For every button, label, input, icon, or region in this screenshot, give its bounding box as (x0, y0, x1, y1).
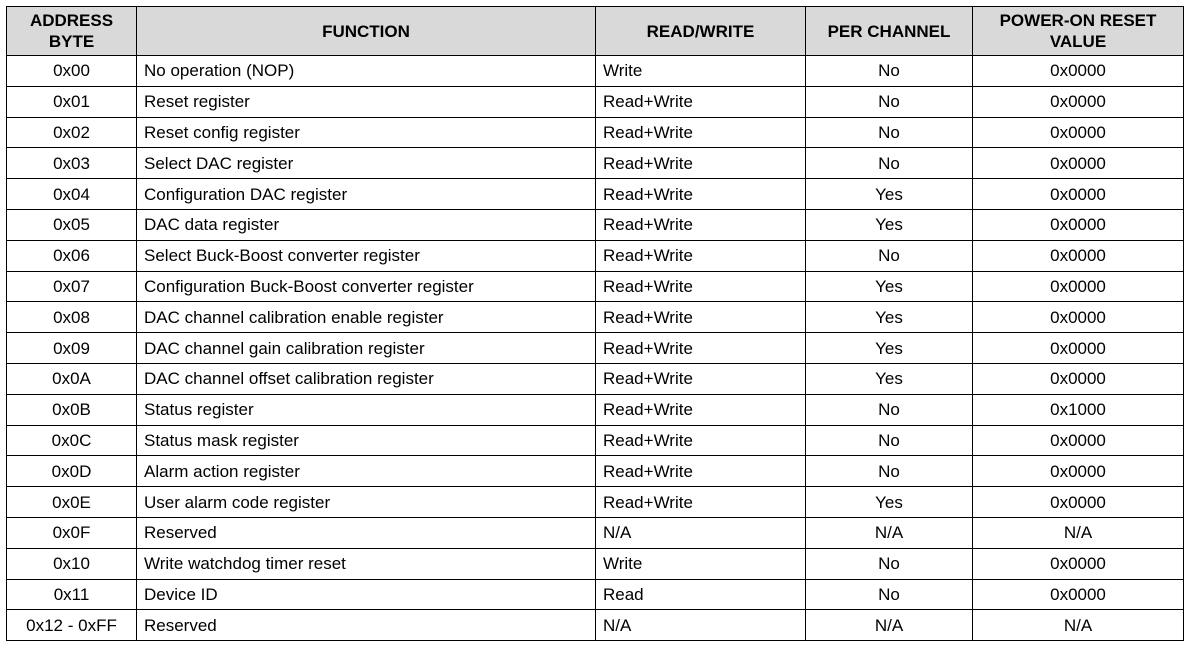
table-row (7, 117, 1184, 148)
cell-read-write: Read+Write (596, 240, 806, 271)
cell-function: DAC data register (137, 209, 596, 240)
cell-address: 0x0F (7, 517, 137, 548)
cell-power-on-reset-value: 0x0000 (973, 333, 1184, 364)
cell-read-write: Write (596, 548, 806, 579)
cell-function: Device ID (137, 579, 596, 610)
table-row (7, 86, 1184, 117)
table-row (7, 425, 1184, 456)
cell-address: 0x0E (7, 487, 137, 518)
cell-per-channel: No (806, 148, 973, 179)
table-row (7, 209, 1184, 240)
cell-address: 0x0D (7, 456, 137, 487)
cell-function: DAC channel offset calibration register (137, 363, 596, 394)
cell-power-on-reset-value: N/A (973, 610, 1184, 641)
cell-address: 0x10 (7, 548, 137, 579)
cell-power-on-reset-value: 0x0000 (973, 363, 1184, 394)
table-body (7, 56, 1184, 641)
table-row (7, 548, 1184, 579)
table-header (7, 7, 1184, 56)
header-row (7, 7, 1184, 56)
cell-power-on-reset-value: 0x0000 (973, 148, 1184, 179)
cell-function: Write watchdog timer reset (137, 548, 596, 579)
table-row (7, 394, 1184, 425)
cell-power-on-reset-value: 0x0000 (973, 548, 1184, 579)
table-row (7, 333, 1184, 364)
cell-per-channel: Yes (806, 363, 973, 394)
cell-per-channel: No (806, 425, 973, 456)
cell-read-write: Read+Write (596, 487, 806, 518)
cell-function: No operation (NOP) (137, 56, 596, 87)
cell-power-on-reset-value: 0x0000 (973, 271, 1184, 302)
cell-function: DAC channel calibration enable register (137, 302, 596, 333)
cell-read-write: N/A (596, 517, 806, 548)
table-row (7, 363, 1184, 394)
header-read-write: READ/WRITE (596, 7, 806, 56)
cell-power-on-reset-value: 0x0000 (973, 302, 1184, 333)
cell-address: 0x07 (7, 271, 137, 302)
cell-function: Configuration Buck-Boost converter register (137, 271, 596, 302)
table-row (7, 517, 1184, 548)
cell-read-write: Read (596, 579, 806, 610)
cell-per-channel: No (806, 117, 973, 148)
table-row (7, 302, 1184, 333)
cell-function: Status register (137, 394, 596, 425)
cell-address: 0x0B (7, 394, 137, 425)
cell-per-channel: No (806, 86, 973, 117)
cell-address: 0x11 (7, 579, 137, 610)
cell-address: 0x00 (7, 56, 137, 87)
cell-power-on-reset-value: 0x0000 (973, 240, 1184, 271)
table-row (7, 456, 1184, 487)
cell-read-write: N/A (596, 610, 806, 641)
table-row (7, 271, 1184, 302)
cell-per-channel: No (806, 240, 973, 271)
cell-per-channel: Yes (806, 209, 973, 240)
cell-per-channel: N/A (806, 610, 973, 641)
table-row (7, 610, 1184, 641)
cell-address: 0x03 (7, 148, 137, 179)
cell-read-write: Read+Write (596, 86, 806, 117)
cell-read-write: Read+Write (596, 425, 806, 456)
cell-power-on-reset-value: 0x1000 (973, 394, 1184, 425)
cell-power-on-reset-value: 0x0000 (973, 117, 1184, 148)
cell-per-channel: Yes (806, 271, 973, 302)
cell-function: Reset config register (137, 117, 596, 148)
cell-read-write: Read+Write (596, 117, 806, 148)
table-row (7, 179, 1184, 210)
cell-per-channel: Yes (806, 487, 973, 518)
cell-function: Select Buck-Boost converter register (137, 240, 596, 271)
cell-read-write: Read+Write (596, 148, 806, 179)
table-row (7, 240, 1184, 271)
cell-power-on-reset-value: 0x0000 (973, 487, 1184, 518)
cell-function: DAC channel gain calibration register (137, 333, 596, 364)
cell-function: Reset register (137, 86, 596, 117)
cell-address: 0x0A (7, 363, 137, 394)
cell-per-channel: N/A (806, 517, 973, 548)
header-address-byte: ADDRESS BYTE (7, 7, 137, 56)
cell-function: Alarm action register (137, 456, 596, 487)
cell-address: 0x01 (7, 86, 137, 117)
cell-per-channel: Yes (806, 333, 973, 364)
cell-power-on-reset-value: 0x0000 (973, 579, 1184, 610)
table-row (7, 487, 1184, 518)
cell-function: Reserved (137, 610, 596, 641)
cell-function: User alarm code register (137, 487, 596, 518)
cell-power-on-reset-value: 0x0000 (973, 209, 1184, 240)
cell-address: 0x02 (7, 117, 137, 148)
cell-read-write: Write (596, 56, 806, 87)
table-row (7, 579, 1184, 610)
cell-read-write: Read+Write (596, 456, 806, 487)
cell-power-on-reset-value: N/A (973, 517, 1184, 548)
cell-power-on-reset-value: 0x0000 (973, 86, 1184, 117)
cell-address: 0x06 (7, 240, 137, 271)
cell-read-write: Read+Write (596, 302, 806, 333)
cell-power-on-reset-value: 0x0000 (973, 425, 1184, 456)
cell-per-channel: No (806, 548, 973, 579)
cell-power-on-reset-value: 0x0000 (973, 179, 1184, 210)
cell-address: 0x05 (7, 209, 137, 240)
cell-read-write: Read+Write (596, 394, 806, 425)
cell-function: Status mask register (137, 425, 596, 456)
cell-function: Configuration DAC register (137, 179, 596, 210)
cell-power-on-reset-value: 0x0000 (973, 56, 1184, 87)
cell-function: Reserved (137, 517, 596, 548)
cell-address: 0x12 - 0xFF (7, 610, 137, 641)
header-function: FUNCTION (137, 7, 596, 56)
cell-per-channel: Yes (806, 302, 973, 333)
register-map-table (6, 6, 1184, 641)
cell-read-write: Read+Write (596, 271, 806, 302)
cell-address: 0x09 (7, 333, 137, 364)
cell-per-channel: No (806, 56, 973, 87)
cell-read-write: Read+Write (596, 333, 806, 364)
cell-address: 0x04 (7, 179, 137, 210)
cell-per-channel: No (806, 456, 973, 487)
cell-read-write: Read+Write (596, 179, 806, 210)
table-row (7, 148, 1184, 179)
cell-read-write: Read+Write (596, 209, 806, 240)
cell-function: Select DAC register (137, 148, 596, 179)
cell-per-channel: Yes (806, 179, 973, 210)
cell-read-write: Read+Write (596, 363, 806, 394)
header-per-channel: PER CHANNEL (806, 7, 973, 56)
cell-address: 0x0C (7, 425, 137, 456)
header-power-on-reset-value: POWER-ON RESET VALUE (973, 7, 1184, 56)
cell-power-on-reset-value: 0x0000 (973, 456, 1184, 487)
table-row (7, 56, 1184, 87)
cell-per-channel: No (806, 394, 973, 425)
cell-address: 0x08 (7, 302, 137, 333)
cell-per-channel: No (806, 579, 973, 610)
